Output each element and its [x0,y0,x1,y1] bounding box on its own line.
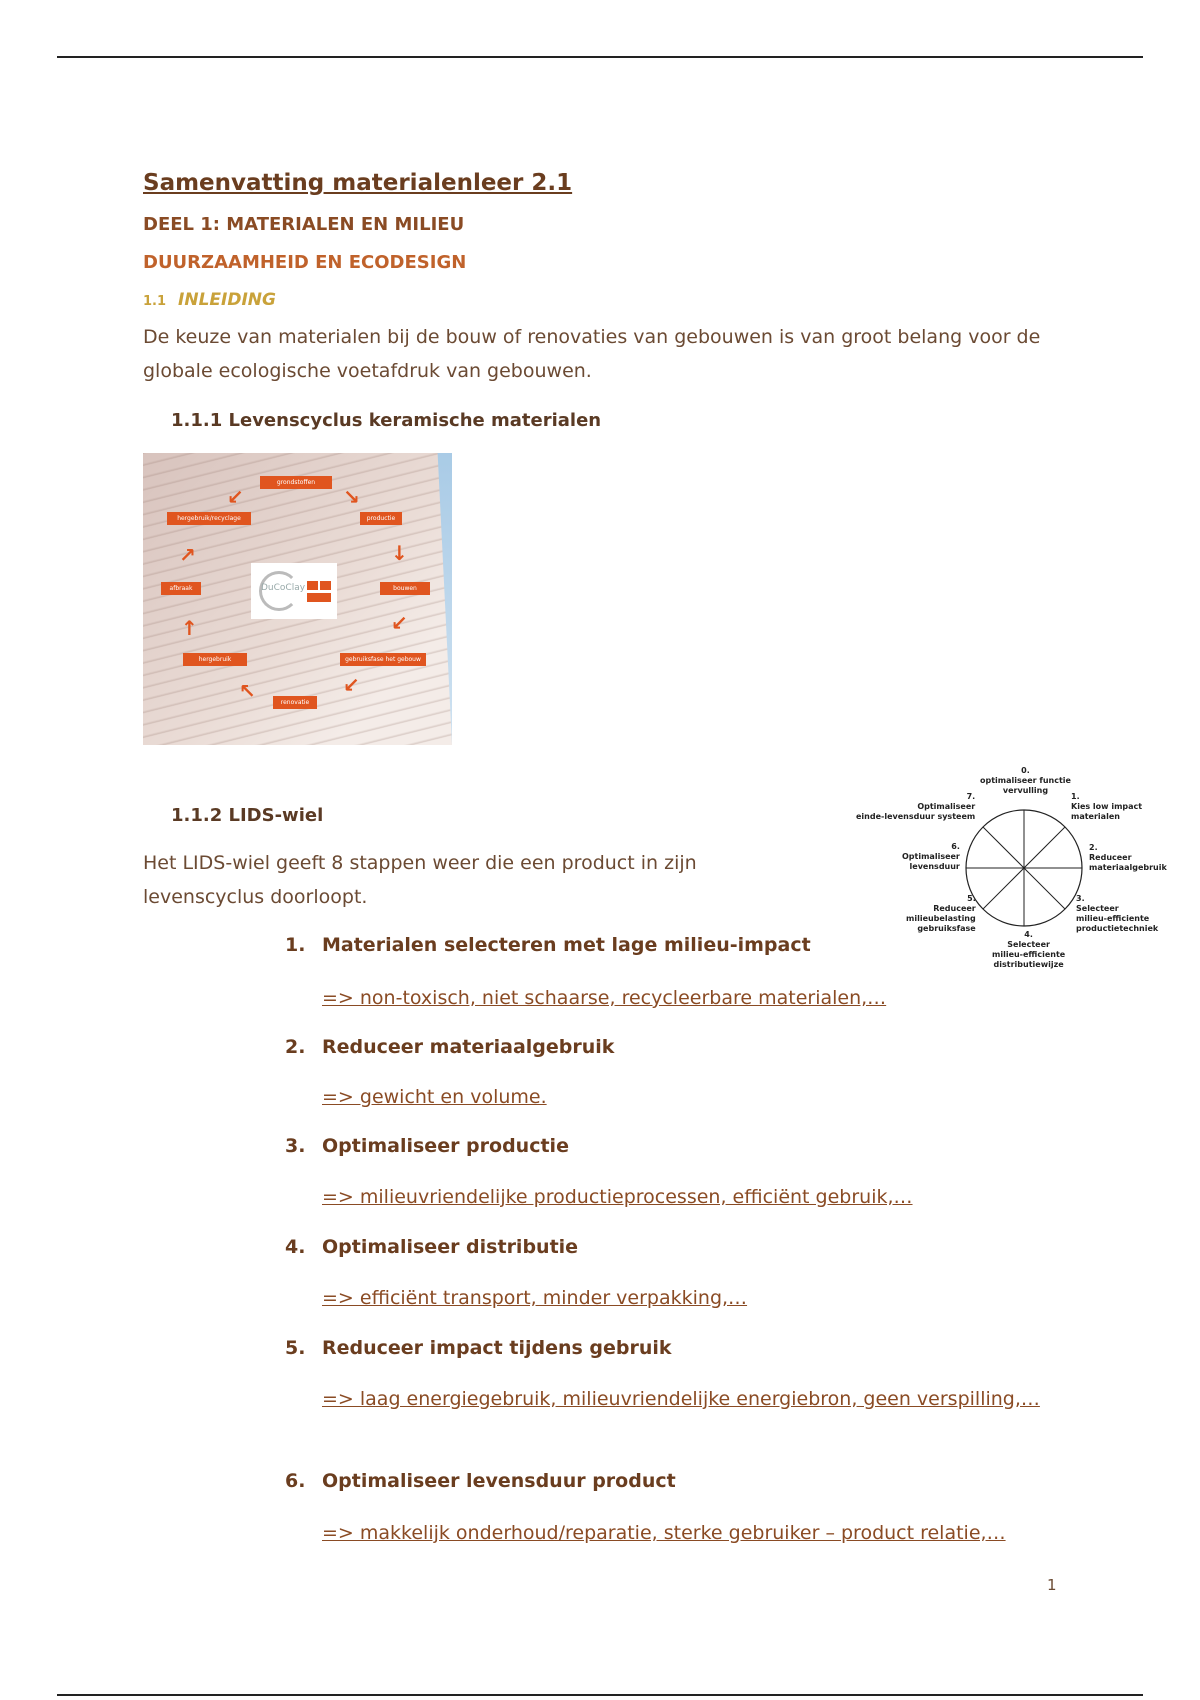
step-note: => efficiënt transport, minder verpakking,… [322,1287,748,1309]
part-heading: DEEL 1: MATERIALEN EN MILIEU [143,214,465,235]
step-title: 3. Optimaliseer productie [285,1135,569,1157]
wheel-label-4: 4. Selecteer milieu-efficiente distributiewijze [992,930,1066,969]
cycle-arrow-icon: ↑ [181,616,198,640]
step-note: => laag energiegebruik, milieuvriendelijke energiebron, geen verspilling,… [322,1388,1040,1410]
subsection-number: 1.1 [143,294,167,309]
cycle-arrow-icon: ↙ [227,485,244,509]
stage-tag-productie: productie [360,512,402,525]
step-title: 5. Reduceer impact tijdens gebruik [285,1337,672,1359]
cycle-arrow-icon: ↘ [343,485,360,509]
wheel-label-1: 1. Kies low impact materialen [1071,792,1143,821]
bottom-rule [57,1694,1143,1696]
lids-wheel-diagram [850,758,1190,998]
lids-paragraph: Het LIDS-wiel geeft 8 stappen weer die een product in zijn levenscyclus doorloopt. [143,852,697,908]
wheel-label-6: 6. Optimaliseer levensduur [902,842,960,871]
subsection-heading [143,290,276,310]
step-title: 1. Materialen selecteren met lage milieu-impact [285,934,811,956]
step-title: 6. Optimaliseer levensduur product [285,1470,676,1492]
stage-tag-afbraak: afbraak [161,582,201,595]
top-rule [57,56,1143,58]
sky-area [404,453,452,745]
step-note: => gewicht en volume. [322,1086,547,1108]
levenscyclus-heading: 1.1.1 Levenscyclus keramische materialen [171,410,602,431]
cycle-arrow-icon: ↖ [239,679,256,703]
cycle-arrow-icon: ↙ [391,611,408,635]
stage-tag-hergebruik: hergebruik [183,653,247,666]
wheel-label-2: 2. Reduceer materiaalgebruik [1089,843,1167,872]
stage-tag-bouwen: bouwen [380,582,430,595]
ducoclay-logo: DuCoClay [251,563,337,619]
step-note: => makkelijk onderhoud/reparatie, sterke gebruiker – product relatie,… [322,1522,1006,1544]
wheel-label-0: 0. optimaliseer functie vervulling [980,766,1071,795]
lids-heading: 1.1.2 LIDS-wiel [171,805,324,826]
step-title: 2. Reduceer materiaalgebruik [285,1036,615,1058]
lifecycle-image [143,453,452,745]
wheel-label-7: 7. Optimaliseer einde-levensduur systeem [856,792,976,821]
step-note: => milieuvriendelijke productieprocessen, efficiënt gebruik,… [322,1186,913,1208]
stage-tag-grondstoffen: grondstoffen [260,476,332,489]
cycle-arrow-icon: ↙ [343,673,360,697]
stage-tag-recyclage: hergebruik/recyclage [167,512,251,525]
subsection-label: INLEIDING [178,290,276,310]
page-number: 1 [1047,1576,1057,1594]
cycle-arrow-icon: ↓ [391,541,408,565]
step-title: 4. Optimaliseer distributie [285,1236,579,1258]
wheel-label-3: 3. Selecteer milieu-efficiente productietechniek [1076,894,1159,933]
section-heading: DUURZAAMHEID EN ECODESIGN [143,252,467,273]
intro-paragraph: De keuze van materialen bij de bouw of renovaties van gebouwen is van groot belang voor de globale ecologische voetafdruk van gebouwen. [143,326,1041,382]
cycle-arrow-icon: ↗ [179,543,196,567]
wheel-label-5: 5. Reduceer milieubelasting gebruiksfase [906,894,976,933]
document-title: Samenvatting materialenleer 2.1 [143,170,573,196]
stage-tag-renovatie: renovatie [273,696,317,709]
stage-tag-gebruiksfase: gebruiksfase het gebouw [340,653,426,666]
step-note: => non-toxisch, niet schaarse, recycleerbare materialen,… [322,987,887,1009]
